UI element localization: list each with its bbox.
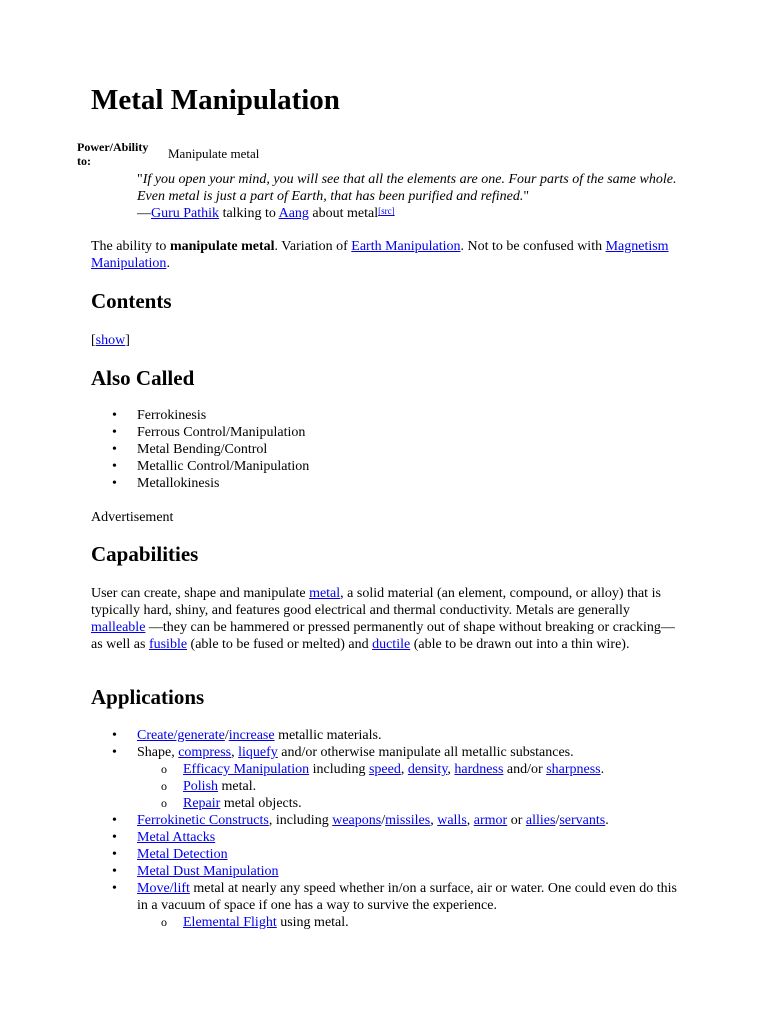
link-allies[interactable]: allies [525,813,556,828]
link-ductile[interactable]: ductile [372,637,411,652]
link-missiles[interactable]: missiles [385,813,431,828]
intro-text: . Not to be confused with [460,239,606,254]
link-weapons[interactable]: weapons [332,813,382,828]
link-liquefy[interactable]: liquefy [238,745,278,760]
item-text: including [309,762,369,777]
bracket-close: ] [125,333,130,348]
sub-list-item [91,761,681,778]
intro-bold: manipulate metal [169,239,275,254]
item-text: . [600,762,605,777]
page-title: Metal Manipulation [91,84,340,116]
advertisement-label: Advertisement [91,510,174,525]
link-density[interactable]: density [407,762,448,777]
item-text: metallic materials. [274,728,382,743]
list-item [91,744,681,812]
sub-list-item [91,795,681,812]
sep: , [231,745,239,760]
quote-text: If you open your mind, you will see that all the elements are one. Four parts of the same whole. Even metal is just a part of Earth, that has been purified and refined. [137,172,677,204]
link-earth-manipulation[interactable]: Earth Manipulation [351,239,461,254]
item-text: Shape, [137,745,179,760]
infobox-label: Power/Ability to: [77,140,149,168]
sep: / [224,728,229,743]
link-metal-dust-manipulation[interactable]: Metal Dust Manipulation [137,864,279,879]
applications-list [91,727,681,931]
cap-text: (able to be drawn out into a thin wire). [410,637,630,652]
link-increase[interactable]: increase [228,728,275,743]
link-guru-pathik[interactable]: Guru Pathik [151,206,220,221]
bracket-open: [ [91,333,96,348]
sep: / [381,813,386,828]
sep: , [466,813,474,828]
intro-text: . [166,256,170,271]
link-metal[interactable]: metal [309,586,341,601]
link-aang[interactable]: Aang [278,206,309,221]
cap-text: , a solid material (an element, compound, or alloy) that is typically hard, shiny, and features good electrical and thermal conductivity. Metals are generally [91,586,661,618]
sep: , [447,762,455,777]
list-item [91,863,681,880]
infobox-value: Manipulate metal [168,146,260,161]
list-item [91,880,681,931]
item-text: using metal. [276,915,349,930]
link-walls[interactable]: walls [437,813,467,828]
link-compress[interactable]: compress [178,745,232,760]
list-item [91,846,681,863]
list-item: • Metal Bending/Control [91,441,681,458]
intro-text: The ability to [91,239,170,254]
link-servants[interactable]: servants [559,813,606,828]
item-text: metal at nearly any speed whether in/on a surface, air or water. One could even do this in a vacuum of space if one has a way to survive the experience. [137,881,677,913]
contents-heading: Contents [91,289,172,313]
list-item: • Ferrokinesis [91,407,681,424]
intro-text: . Variation of [274,239,352,254]
sep: , [400,762,408,777]
also-called-heading: Also Called [91,366,195,390]
cap-text: —they can be hammered or pressed permanently out of shape without breaking or cracking— as well as [91,620,675,652]
sub-list-item [91,914,681,931]
capabilities-paragraph [91,585,681,653]
applications-heading: Applications [91,685,205,709]
link-magnetism-manipulation[interactable]: Magnetism Manipulation [91,239,669,271]
quote-about: about metal [312,206,379,221]
item-text: and/or [503,762,547,777]
link-move-lift[interactable]: Move/lift [137,881,190,896]
item-text: . [605,813,609,828]
capabilities-heading: Capabilities [91,542,199,566]
sep: / [555,813,560,828]
link-polish[interactable]: Polish [183,779,219,794]
link-metal-detection[interactable]: Metal Detection [137,847,228,862]
link-ferrokinetic-constructs[interactable]: Ferrokinetic Constructs [137,813,269,828]
cap-text: User can create, shape and manipulate [91,586,310,601]
item-text: or [507,813,526,828]
list-item [91,812,681,829]
item-text: metal objects. [220,796,302,811]
link-create-generate[interactable]: Create/generate [137,728,225,743]
link-armor[interactable]: armor [473,813,508,828]
item-text: and/or otherwise manipulate all metallic substances. [277,745,574,760]
link-repair[interactable]: Repair [183,796,221,811]
link-malleable[interactable]: malleable [91,620,146,635]
link-speed[interactable]: speed [368,762,401,777]
contents-show-toggle[interactable]: show [95,333,126,348]
link-efficacy-manipulation[interactable]: Efficacy Manipulation [183,762,310,777]
item-text: metal. [218,779,257,794]
also-called-list [91,407,681,492]
sub-list-item [91,778,681,795]
list-item: • Metallic Control/Manipulation [91,458,681,475]
sep: , [430,813,438,828]
list-item: • Ferrous Control/Manipulation [91,424,681,441]
quote-dash: — [137,206,151,221]
quote-close-mark: " [523,189,530,204]
link-sharpness[interactable]: sharpness [546,762,601,777]
list-item: • Metallokinesis [91,475,681,492]
link-metal-attacks[interactable]: Metal Attacks [137,830,216,845]
link-source[interactable]: [src] [378,206,395,216]
intro-paragraph [91,238,681,272]
cap-text: (able to be fused or melted) and [187,637,373,652]
link-elemental-flight[interactable]: Elemental Flight [183,915,277,930]
link-fusible[interactable]: fusible [148,637,188,652]
contents-toggle-line [91,332,681,349]
list-item [91,829,681,846]
item-text: , including [268,813,333,828]
link-hardness[interactable]: hardness [454,762,504,777]
quote-open-mark: " [137,172,143,187]
list-item [91,727,681,744]
quote-talking-to: talking to [222,206,276,221]
quote-block [137,171,697,222]
